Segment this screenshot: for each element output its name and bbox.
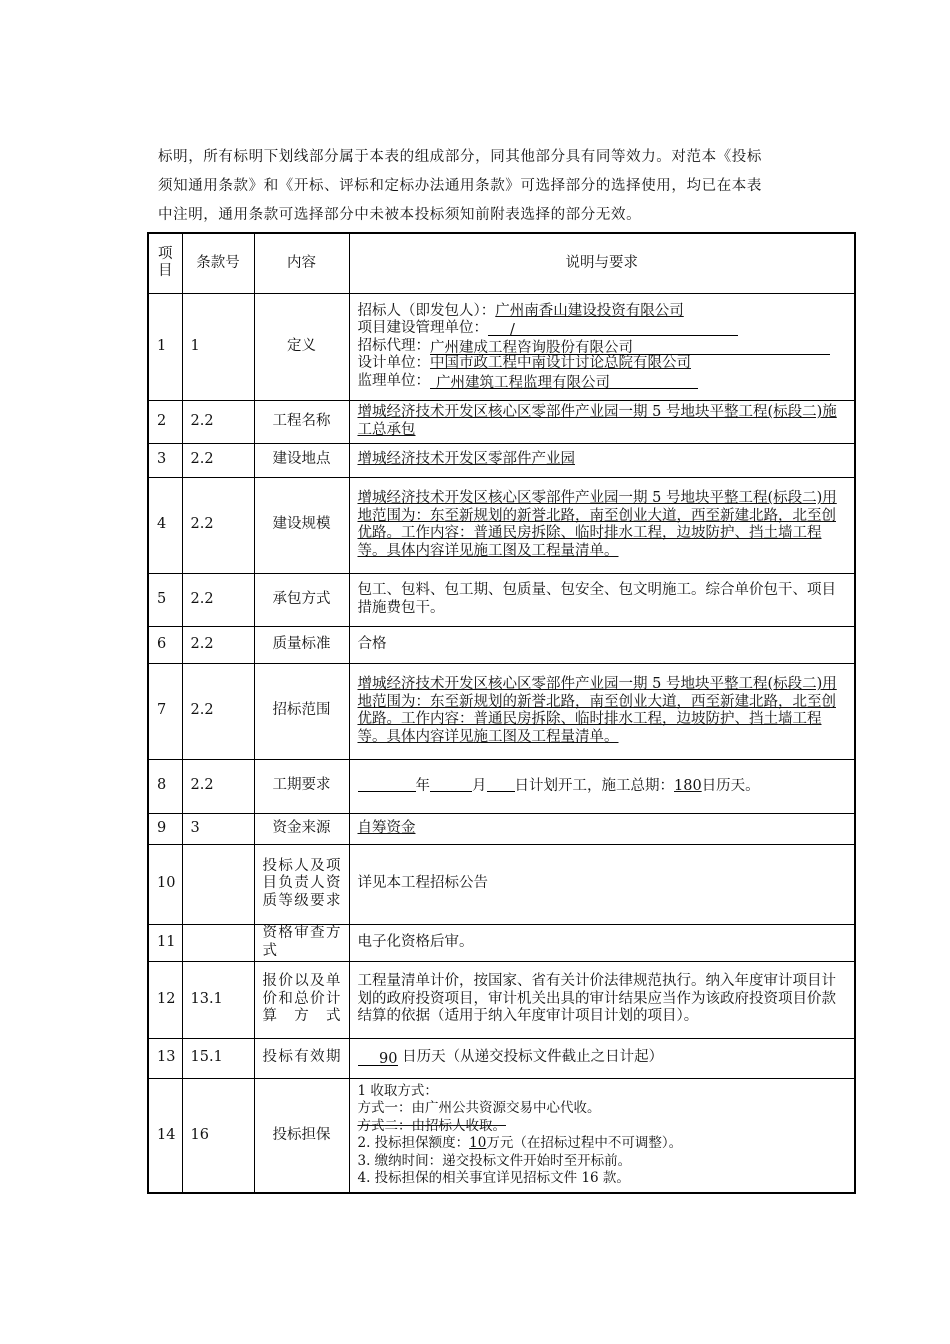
header-clause-no: 条款号 bbox=[182, 233, 254, 293]
row-no: 3 bbox=[148, 443, 182, 477]
agent-value: 广州建成工程咨询股份有限公司 bbox=[430, 340, 830, 355]
table-row bbox=[148, 1078, 855, 1193]
management-unit-value: / bbox=[488, 322, 738, 336]
table-row bbox=[148, 961, 855, 1038]
row-title: 招标范围 bbox=[254, 663, 349, 759]
row-no: 9 bbox=[148, 813, 182, 844]
row-no: 12 bbox=[148, 961, 182, 1038]
row-clause: 2.2 bbox=[182, 443, 254, 477]
row-title: 质量标准 bbox=[254, 626, 349, 663]
guarantee-line-5: 3. 缴纳时间：递交投标文件开始时至开标前。 bbox=[357, 1152, 632, 1169]
row-description: 自筹资金 bbox=[349, 813, 855, 844]
row-no: 4 bbox=[148, 477, 182, 573]
tenderer-value: 广州南香山建设投资有限公司 bbox=[495, 302, 684, 319]
row-clause: 2.2 bbox=[182, 573, 254, 626]
row-clause: 15.1 bbox=[182, 1038, 254, 1078]
row-clause: 3 bbox=[182, 813, 254, 844]
row-clause: 16 bbox=[182, 1078, 254, 1193]
row-no: 6 bbox=[148, 626, 182, 663]
duration-days: 180 bbox=[674, 777, 702, 794]
row-clause: 2.2 bbox=[182, 626, 254, 663]
row-clause: 2.2 bbox=[182, 663, 254, 759]
year-blank bbox=[358, 777, 416, 792]
month-blank bbox=[430, 777, 472, 792]
row-no: 10 bbox=[148, 844, 182, 924]
row-title: 资金来源 bbox=[254, 813, 349, 844]
row-description: 详见本工程招标公告 bbox=[349, 844, 855, 924]
table-row bbox=[148, 924, 855, 961]
validity-text: 日历天（从递交投标文件截止之日计起） bbox=[402, 1049, 664, 1066]
management-unit-label: 项目建设管理单位： bbox=[357, 320, 488, 337]
table-row bbox=[148, 443, 855, 477]
month-label: 月 bbox=[472, 777, 487, 794]
supervisor-label: 监理单位： bbox=[357, 372, 430, 389]
row-title: 工程名称 bbox=[254, 400, 349, 443]
row-title: 资格审查方式 bbox=[254, 924, 349, 961]
guarantee-line-6: 4. 投标担保的相关事宜详见招标文件 16 款。 bbox=[357, 1170, 630, 1187]
row-title: 报价以及单价和总价计算方式 bbox=[254, 961, 349, 1038]
row-description bbox=[349, 759, 855, 813]
row-description bbox=[349, 293, 855, 400]
guarantee-line-2: 方式一：由广州公共资源交易中心代收。 bbox=[357, 1100, 601, 1117]
row-clause: 1 bbox=[182, 293, 254, 400]
table-row bbox=[148, 663, 855, 759]
row-title: 建设地点 bbox=[254, 443, 349, 477]
row-clause: 2.2 bbox=[182, 477, 254, 573]
year-label: 年 bbox=[415, 777, 430, 794]
intro-line-3: 中注明，通用条款可选择部分中未被本投标须知前附表选择的部分无效。 bbox=[158, 207, 642, 223]
row-title: 投标担保 bbox=[254, 1078, 349, 1193]
table-row bbox=[148, 626, 855, 663]
guarantee-amount-value: 10 bbox=[469, 1135, 487, 1152]
row-clause: 13.1 bbox=[182, 961, 254, 1038]
designer-label: 设计单位： bbox=[357, 355, 430, 372]
day-blank bbox=[487, 777, 515, 792]
row-description: 增城经济技术开发区零部件产业园 bbox=[349, 443, 855, 477]
guarantee-amount-label: 2. 投标担保额度： bbox=[357, 1135, 470, 1152]
row-title: 建设规模 bbox=[254, 477, 349, 573]
table-row bbox=[148, 400, 855, 443]
intro-line-1: 标明，所有标明下划线部分属于本表的组成部分，同其他部分具有同等效力。对范本《投标 bbox=[158, 149, 762, 165]
row-title: 投标有效期 bbox=[254, 1038, 349, 1078]
row-no: 2 bbox=[148, 400, 182, 443]
agent-label: 招标代理： bbox=[357, 337, 430, 354]
duration-tail: 日历天。 bbox=[701, 777, 760, 794]
table-row bbox=[148, 477, 855, 573]
row-no: 13 bbox=[148, 1038, 182, 1078]
row-description: 增城经济技术开发区核心区零部件产业园一期 5 号地块平整工程(标段二)用地范围为：东至新规划的新誉北路，南至创业大道，西至新建北路，北至创优路。工作内容：普通民房拆除、临时排水工程，边坡防护、挡土墙工程等。具体内容详见施工图及工程量清单。 bbox=[349, 477, 855, 573]
header-item-no: 项目 bbox=[148, 233, 182, 293]
row-no: 5 bbox=[148, 573, 182, 626]
header-content: 内容 bbox=[254, 233, 349, 293]
table-row bbox=[148, 759, 855, 813]
table-row bbox=[148, 844, 855, 924]
row-no: 8 bbox=[148, 759, 182, 813]
intro-paragraph bbox=[158, 143, 848, 230]
row-description: 增城经济技术开发区核心区零部件产业园一期 5 号地块平整工程(标段二)用地范围为：东至新规划的新誉北路，南至创业大道，西至新建北路，北至创优路。工作内容：普通民房拆除、临时排水工程，边坡防护、挡土墙工程等。具体内容详见施工图及工程量清单。 bbox=[349, 663, 855, 759]
row-no: 1 bbox=[148, 293, 182, 400]
row-title: 定义 bbox=[254, 293, 349, 400]
row-clause: 2.2 bbox=[182, 759, 254, 813]
designer-value: 中国市政工程中南设计讨论总院有限公司 bbox=[430, 355, 691, 372]
guarantee-line-3: 方式二：由招标人收取。 bbox=[357, 1117, 506, 1134]
bid-instructions-table bbox=[147, 232, 856, 1194]
guarantee-line-1: 1 收取方式： bbox=[357, 1082, 438, 1099]
row-no: 14 bbox=[148, 1078, 182, 1193]
row-title: 投标人及项目负责人资质等级要求 bbox=[254, 844, 349, 924]
intro-line-2: 须知通用条款》和《开标、评标和定标办法通用条款》可选择部分的选择使用，均已在本表 bbox=[158, 178, 762, 194]
row-title: 工期要求 bbox=[254, 759, 349, 813]
header-description: 说明与要求 bbox=[349, 233, 855, 293]
row-clause bbox=[182, 924, 254, 961]
validity-days: 90 bbox=[358, 1051, 398, 1066]
row-description: 包工、包料、包工期、包质量、包安全、包文明施工。综合单价包干、项目措施费包干。 bbox=[349, 573, 855, 626]
row-description: 电子化资格后审。 bbox=[349, 924, 855, 961]
row-description: 合格 bbox=[349, 626, 855, 663]
row-description bbox=[349, 1038, 855, 1078]
table-row bbox=[148, 573, 855, 626]
row-description: 增城经济技术开发区核心区零部件产业园一期 5 号地块平整工程(标段二)施工总承包 bbox=[349, 400, 855, 443]
tenderer-label: 招标人（即发包人）： bbox=[357, 302, 496, 319]
row-no: 7 bbox=[148, 663, 182, 759]
row-no: 11 bbox=[148, 924, 182, 961]
table-header-row bbox=[148, 233, 855, 293]
table-row bbox=[148, 813, 855, 844]
row-clause bbox=[182, 844, 254, 924]
row-clause: 2.2 bbox=[182, 400, 254, 443]
row-description: 工程量清单计价，按国家、省有关计价法律规范执行。纳入年度审计项目计划的政府投资项目，审计机关出具的审计结果应当作为该政府投资项目价款结算的依据（适用于纳入年度审计项目计划的项目）。 bbox=[349, 961, 855, 1038]
start-text: 日计划开工，施工总期： bbox=[514, 777, 674, 794]
row-title: 承包方式 bbox=[254, 573, 349, 626]
table-row bbox=[148, 293, 855, 400]
guarantee-amount-tail: 万元（在招标过程中不可调整）。 bbox=[486, 1135, 683, 1152]
supervisor-value: 广州建筑工程监理有限公司 bbox=[430, 375, 698, 389]
table-row bbox=[148, 1038, 855, 1078]
row-description bbox=[349, 1078, 855, 1193]
